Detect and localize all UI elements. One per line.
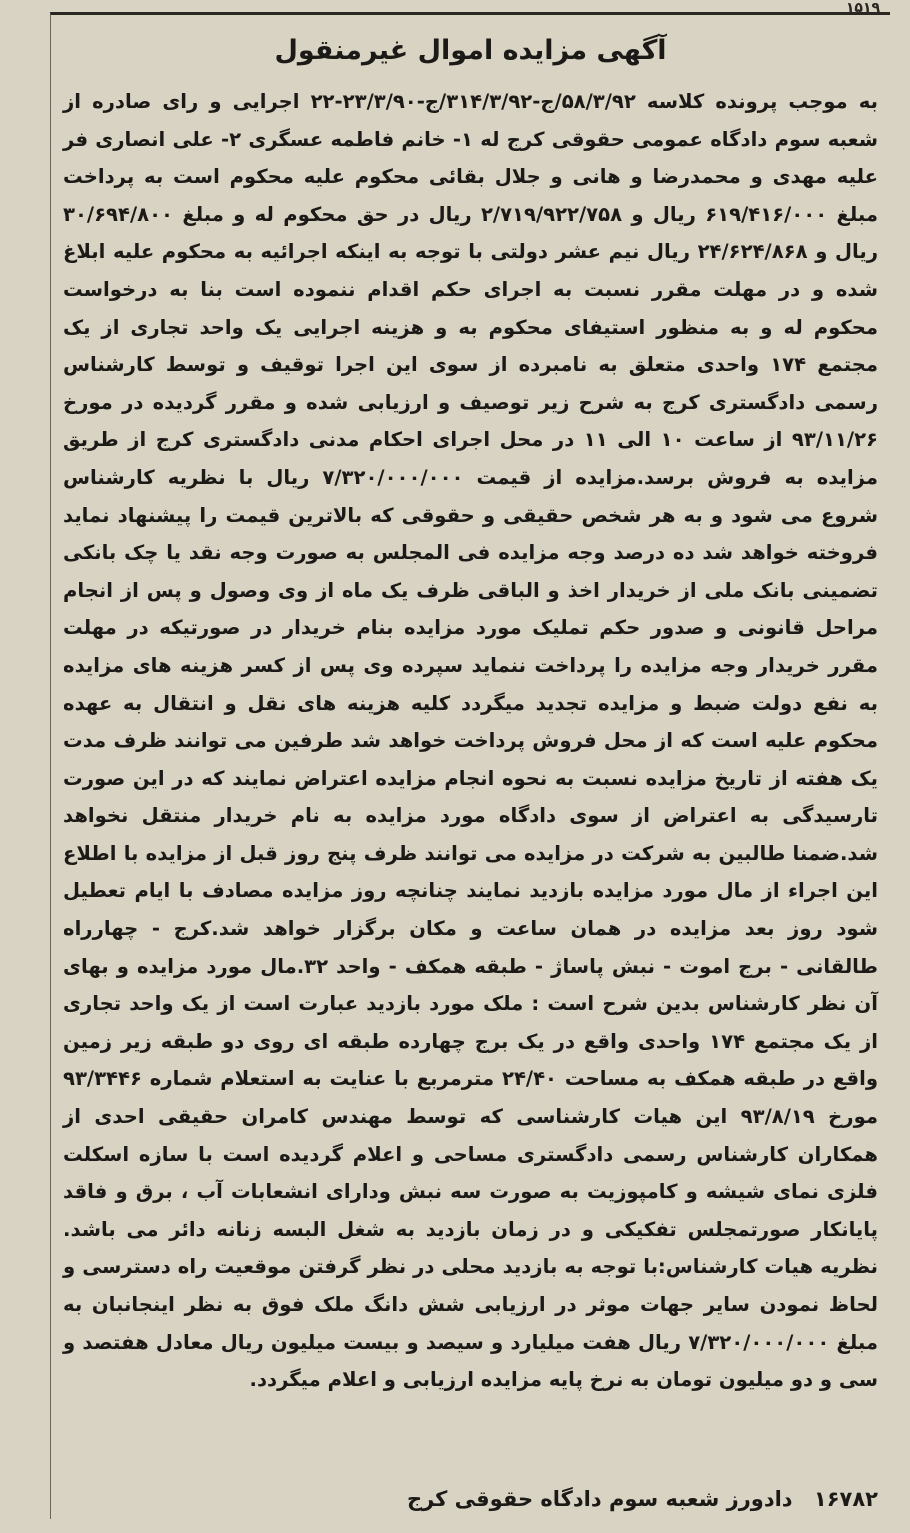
page-number: ۱۵۱۹ [845, 0, 880, 16]
notice-footer [63, 1483, 878, 1515]
notice-reference-number: ۱۶۷۸۲ [813, 1487, 878, 1511]
notice-signature: دادورز شعبه سوم دادگاه حقوقی کرج [406, 1487, 793, 1511]
notice-frame [50, 12, 890, 1519]
notice-title: آگهی مزایده اموال غیرمنقول [274, 35, 667, 66]
notice-body: به موجب پرونده کلاسه ۵۸/۳/۹۲/ج-۳۱۴/۳/۹۲/ج-۲۳/۳/۹۰-۲۲ اجرایی و رای صادره از شعبه سوم دادگاه عمومی حقوقی کرج له ۱- خانم فاطمه عسگری ۲- علی انصاری فر علیه مهدی و محمدرضا و هانی و جلال بقائی محکوم علیه محکوم است به پرداخت مبلغ ۶۱۹/۴۱۶/۰۰۰ ریال و ۲/۷۱۹/۹۲۲/۷۵۸ ریال در حق محکوم له و مبلغ ۳۰/۶۹۴/۸۰۰ ریال و ۲۴/۶۲۴/۸۶۸ ریال نیم عشر دولتی با توجه به اینکه اجرائیه به محکوم علیه ابلاغ شده و در مهلت مقرر نسبت به اجرای حکم اقدام ننموده است بنا به درخواست محکوم له و به منظور استیفای محکوم به و هزینه اجرایی یک واحد تجاری از یک مجتمع ۱۷۴ واحدی متعلق به نامبرده از سوی این اجرا توقیف و توسط کارشناس رسمی دادگستری کرج به شرح زیر توصیف و ارزیابی شده و مقرر گردیده در مورخ ۹۳/۱۱/۲۶ از ساعت ۱۰ الی ۱۱ در محل اجرای احکام مدنی دادگستری کرج از طریق مزایده به فروش برسد.مزایده از قیمت ۷/۳۲۰/۰۰۰/۰۰۰ ریال با نظریه کارشناس شروع می شود و به هر شخص حقیقی و حقوقی که بالاترین قیمت را پیشنهاد نماید فروخته خواهد شد ده درصد وجه مزایده فی المجلس به صورت وجه نقد یا چک بانکی تضمینی بانک ملی از خریدار اخذ و الباقی ظرف یک ماه از وی وصول و پس از انجام مراحل قانونی و صدور حکم تملیک مورد مزایده بنام خریدار در صورتیکه در مهلت مقرر خریدار وجه مزایده را پرداخت ننماید سپرده وی پس از کسر هزینه های مزایده به نفع دولت ضبط و مزایده تجدید میگردد کلیه هزینه های نقل و انتقال به عهده محکوم علیه است که از محل فروش پرداخت خواهد شد طرفین می توانند ظرف مدت یک هفته از تاریخ مزایده نسبت به نحوه انجام مزایده اعتراض نمایند که در این صورت تارسیدگی به اعتراض از سوی دادگاه مورد مزایده به نام خریدار منتقل نخواهد شد.ضمنا طالبین به شرکت در مزایده می توانند ظرف پنج روز قبل از مزایده با اطلاع این اجراء از مال مورد مزایده بازدید نمایند چنانچه روز مزایده مصادف با ایام تعطیل شود روز بعد مزایده در همان ساعت و مکان برگزار خواهد شد.کرج - چهارراه طالقانی - برج اموت - نبش پاساژ - طبقه همکف - واحد ۳۲.مال مورد مزایده و بهای آن نظر کارشناس بدین شرح است : ملک مورد بازدید عبارت است از یک واحد تجاری از یک مجتمع ۱۷۴ واحدی واقع در یک برج چهارده طبقه ای روی دو طبقه زیر زمین واقع در طبقه همکف به مساحت ۲۴/۴۰ مترمربع با عنایت به استعلام شماره ۹۳/۳۴۴۶ مورخ ۹۳/۸/۱۹ این هیات کارشناسی که توسط مهندس کامران حقیقی احدی از همکاران کارشناس رسمی دادگستری مساحی و اعلام گردیده است با سازه اسکلت فلزی نمای شیشه و کامپوزیت به صورت سه نبش ودارای انشعابات آب ، برق و فاقد پایانکار صورتمجلس تفکیکی و در زمان بازدید به شغل البسه زنانه دائر می باشد. نظریه هیات کارشناس:با توجه به بازدید محلی در نظر گرفتن موقعیت راه دسترسی و لحاظ نمودن سایر جهات موثر در ارزیابی شش دانگ ملک فوق به نظر اینجانبان به مبلغ ۷/۳۲۰/۰۰۰/۰۰۰ ریال هفت میلیارد و سیصد و بیست میلیون ریال معادل هفتصد و سی و دو میلیون تومان به نرخ پایه مزایده ارزیابی و اعلام میگردد. [63, 90, 879, 1392]
